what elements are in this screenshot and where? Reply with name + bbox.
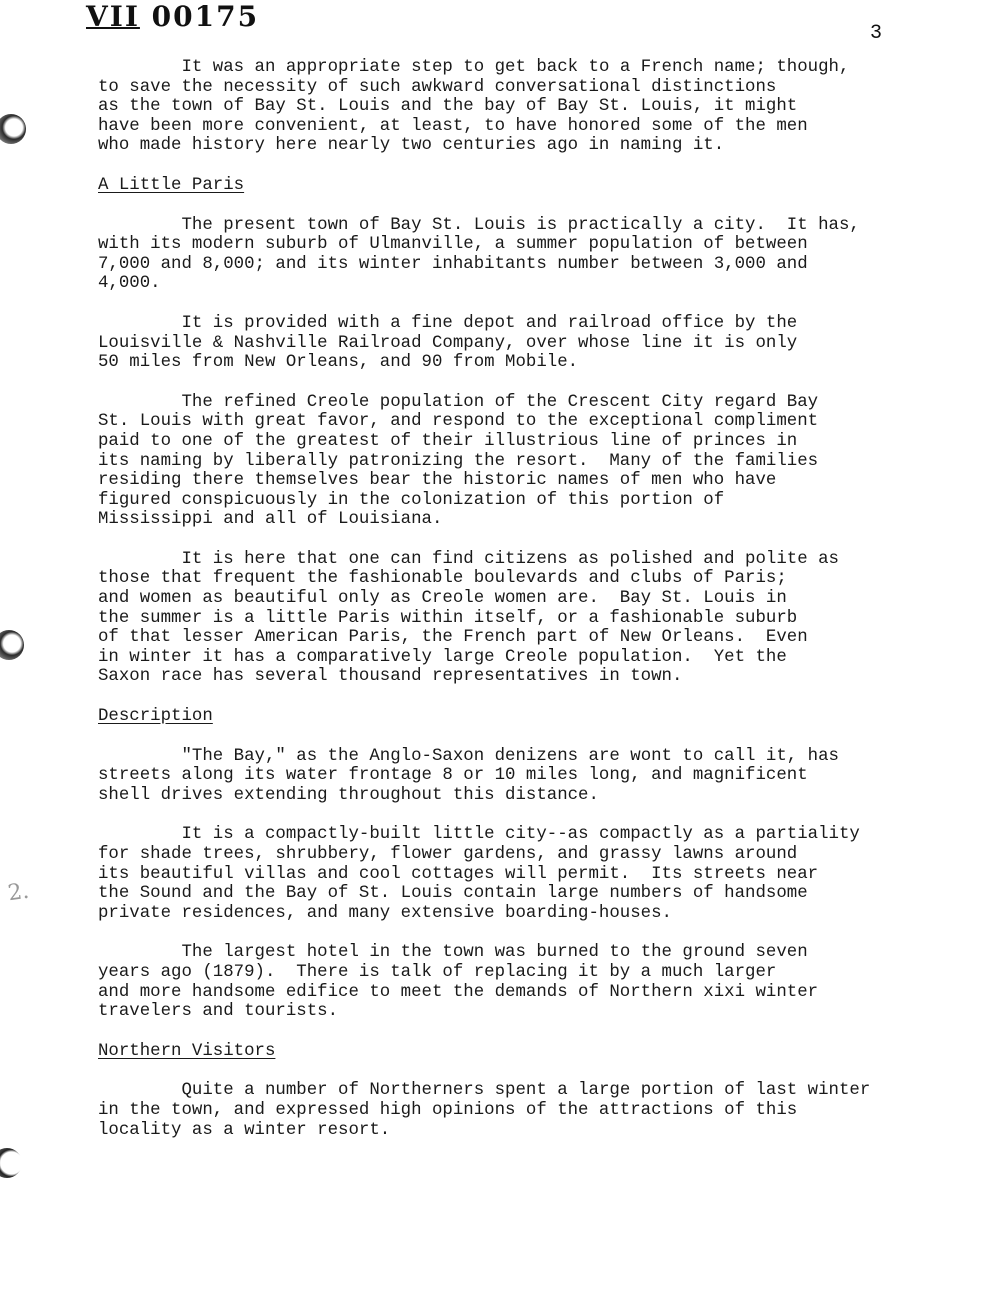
margin-note: 2. — [6, 878, 31, 907]
section-heading: A Little Paris — [98, 175, 245, 195]
paragraph: It is a compactly-built little city--as compactly as a partiality for shade trees, shrubbery, flower gardens, and grassy lawns around its beautiful villas and cool cottages will permit. Its streets near the Sound and the Bay of St. Louis contain large numbers of handsome private residences, and many extensive boarding-houses. — [98, 825, 860, 923]
paragraph: Quite a number of Northerners spent a large portion of last winter in the town, and expressed high opinions of the attractions of this locality as a winter resort. — [98, 1081, 871, 1140]
paragraph: It is here that one can find citizens as polished and polite as those that frequent the fashionable boulevards and clubs of Paris; and women as beautiful only as Creole women are. Bay St. Louis in the summer is a little Paris within itself, or a fashionable suburb of that lesser American Paris, the French part of New Orleans. Even in winter it has a comparatively large Creole population. Yet the Saxon race has several thousand representatives in town. — [98, 549, 839, 687]
paragraph: It is provided with a fine depot and railroad office by the Louisville & Nashville Railroad Company, over whose line it is only 50 miles from New Orleans, and 90 from Mobile. — [98, 313, 798, 373]
section-heading: Description — [98, 707, 213, 727]
body-text — [98, 58, 958, 1160]
archive-code — [86, 0, 259, 33]
page-number: 3 — [870, 22, 883, 45]
paragraph: The refined Creole population of the Crescent City regard Bay St. Louis with great favor, and respond to the exceptional compliment paid to one of the greatest of their illustrious line of princes in its naming by liberally patronizing the resort. Many of the families residing there themselves bear the historic names of men who have figured conspicuously in the colonization of this portion of Mississippi and all of Louisiana. — [98, 392, 819, 530]
section-heading: Northern Visitors — [98, 1041, 276, 1061]
punch-hole-icon — [0, 630, 24, 660]
paragraph: It was an appropriate step to get back to a French name; though, to save the necessity of such awkward conversational distinctions as the town of Bay St. Louis and the bay of Bay St. Louis, it might have been more convenient, at least, to have honored some of the men who made history here nearly two centuries ago in naming it. — [98, 58, 850, 156]
archive-number: 00175 — [151, 0, 260, 33]
paragraph: "The Bay," as the Anglo-Saxon denizens are wont to call it, has streets along its water frontage 8 or 10 miles long, and magnificent shell drives extending throughout this distance. — [98, 746, 839, 805]
archive-roman: VII — [86, 0, 140, 33]
punch-hole-icon — [0, 1148, 22, 1178]
punch-hole-icon — [0, 114, 26, 144]
paragraph: The present town of Bay St. Louis is practically a city. It has, with its modern suburb of Ulmanville, a summer population of between 7,000 and 8,000; and its winter inhabitants number between 3,000 and 4,000. — [98, 215, 860, 294]
paragraph: The largest hotel in the town was burned to the ground seven years ago (1879). There is talk of replacing it by a much larger and more handsome edifice to meet the demands of Northern xixi winter travelers and tourists. — [98, 943, 819, 1022]
